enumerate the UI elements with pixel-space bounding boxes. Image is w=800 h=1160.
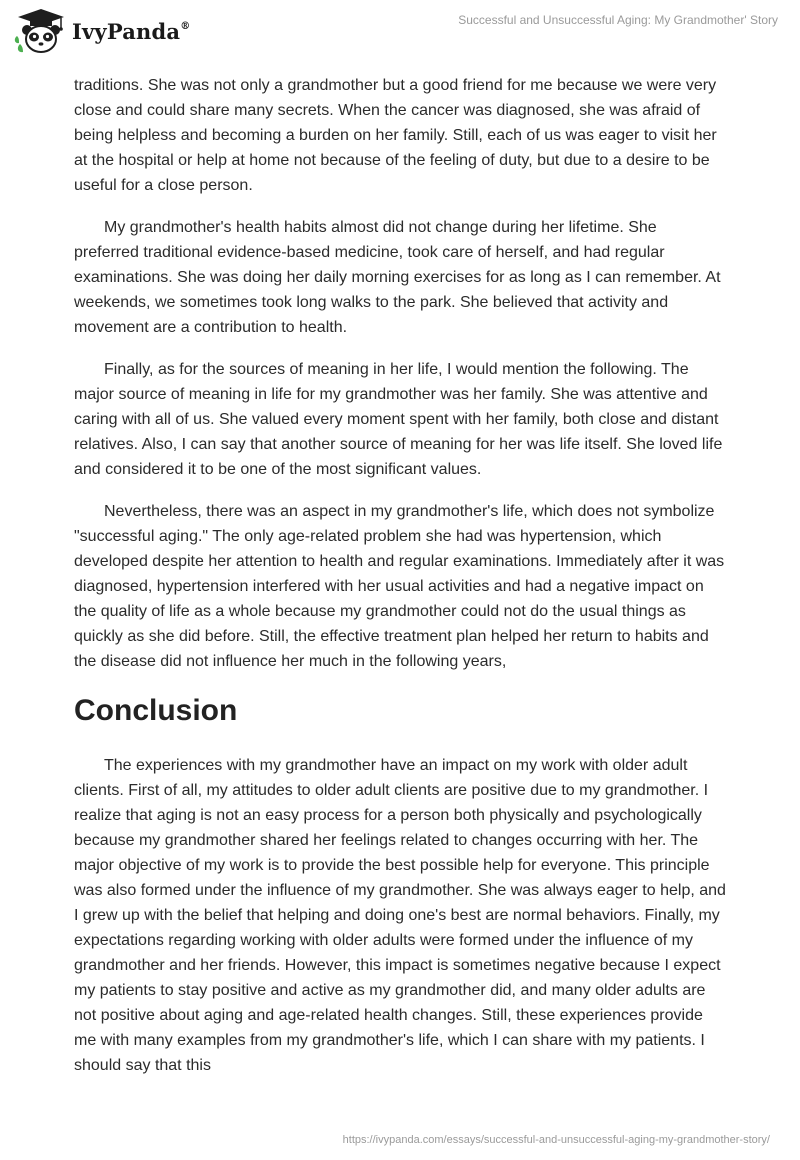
brand-name: [72, 19, 190, 44]
registered-mark: ®: [180, 20, 191, 32]
paragraph-hypertension: Nevertheless, there was an aspect in my grandmother's life, which does not symbolize "successful aging." The only age-related problem she had was hypertension, which developed despite her attention to health and regular examinations. Immediately after it was diagnosed, hypertension interfered with her usual activities and had a negative impact on the quality of life as a whole because my grandmother could not do the usual things as quickly as she did before. Still, the effective treatment plan helped her return to habits and the disease did not influence her much in the following years,: [74, 503, 725, 670]
essay-body: [74, 73, 726, 1095]
brand-text: IvyPanda: [72, 18, 181, 44]
conclusion-heading: Conclusion: [74, 694, 238, 727]
paragraph-sources-of-meaning: Finally, as for the sources of meaning in her life, I would mention the following. The major source of meaning in life for my grandmother was her family. She was attentive and caring with all of us. She valued every moment spent with her family, both close and distant relatives. Also, I can say that another source of meaning for her was life itself. She loved life and considered it to be one of the most significant values.: [74, 361, 723, 478]
paragraph-conclusion: The experiences with my grandmother have an impact on my work with older adult clients. First of all, my attitudes to older adult clients are positive due to my grandmother. I realize that aging is not an easy process for a person both physically and psychologically because my grandmother shared her feelings related to changes occurring with her. The major objective of my work is to provide the best possible help for everyone. This principle was also formed under the influence of my grandmother. She was always eager to help, and I grew up with the belief that helping and doing one's best are normal behaviors. Finally, my expectations regarding working with older adults were formed under the influence of my grandmother and her friends. However, this impact is sometimes negative because I expect my patients to stay positive and active as my grandmother did, and many older adults are not positive about aging and age-related health changes. Still, these experiences provide me with many examples from my grandmother's life, which I can share with my patients. I should say that this: [74, 757, 726, 1074]
page-header: [0, 0, 800, 60]
source-url[interactable]: https://ivypanda.com/essays/successful-and-unsuccessful-aging-my-grandmother-story/: [342, 1134, 770, 1146]
paragraph-health-habits: My grandmother's health habits almost did not change during her lifetime. She preferred traditional evidence-based medicine, took care of herself, and had regular examinations. She was doing her daily morning exercises for as long as I can remember. At weekends, we sometimes took long walks to the park. She believed that activity and movement are a contribution to health.: [74, 219, 721, 336]
panda-graduate-icon: [14, 6, 68, 56]
ivypanda-logo[interactable]: [14, 6, 190, 56]
document-title: Successful and Unsuccessful Aging: My Grandmother' Story: [458, 13, 778, 27]
paragraph-continued: traditions. She was not only a grandmother but a good friend for me because we were very close and could share many secrets. When the cancer was diagnosed, she was afraid of being helpless and becoming a burden on her family. Still, each of us was eager to visit her at the hospital or help at home not because of the feeling of duty, but due to a desire to be useful for a close person.: [74, 77, 717, 194]
